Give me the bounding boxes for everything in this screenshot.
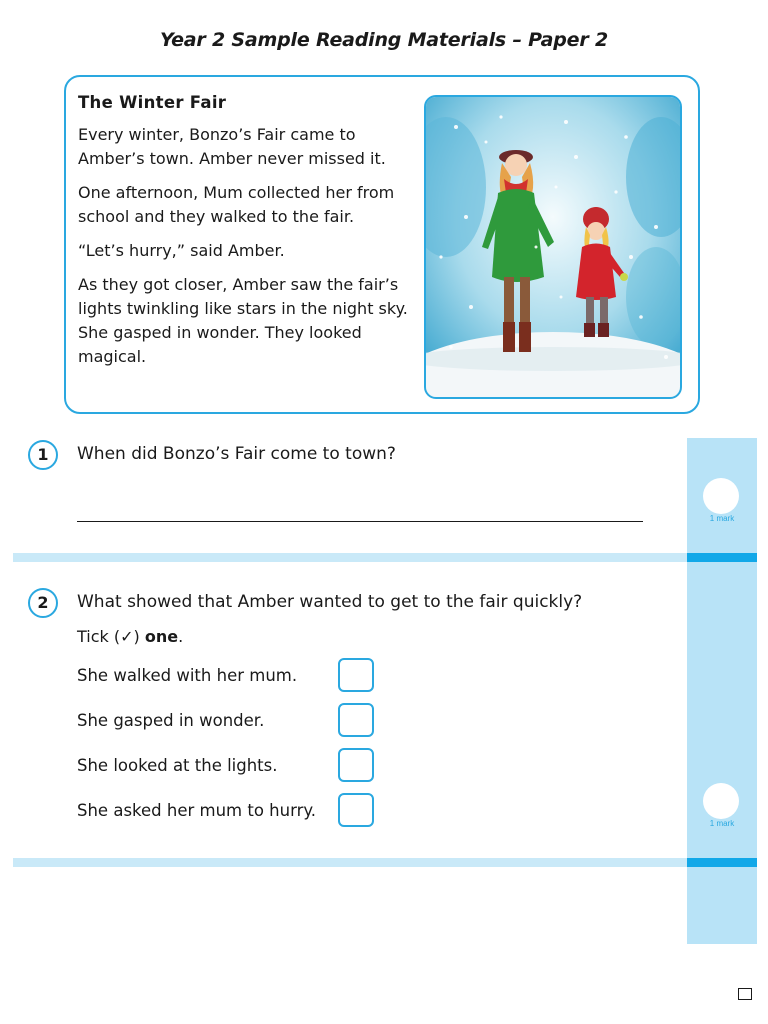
question-number-badge: 2 xyxy=(28,588,58,618)
option-label: She asked her mum to hurry. xyxy=(77,801,317,820)
passage-paragraph: Every winter, Bonzo’s Fair came to Amber’s town. Amber never missed it. xyxy=(78,125,386,168)
option-label: She gasped in wonder. xyxy=(77,711,265,730)
tick-box-option-4[interactable] xyxy=(338,793,374,827)
tick-box-option-1[interactable] xyxy=(338,658,374,692)
margin-divider xyxy=(687,553,757,562)
mark-circle xyxy=(703,783,739,819)
corner-box xyxy=(738,988,752,1000)
passage-paragraph: “Let’s hurry,” said Amber. xyxy=(78,241,285,260)
section-divider xyxy=(13,553,687,562)
passage-paragraph: As they got closer, Amber saw the fair’s lights twinkling like stars in the night sky. She gasped in wonder. They looked magical. xyxy=(78,275,408,366)
question-text: When did Bonzo’s Fair come to town? xyxy=(77,444,396,464)
margin-divider xyxy=(687,858,757,867)
mark-label: 1 mark xyxy=(709,514,735,523)
page-title: Year 2 Sample Reading Materials – Paper 2 xyxy=(160,29,608,51)
tick-box-option-2[interactable] xyxy=(338,703,374,737)
answer-line[interactable] xyxy=(77,521,643,522)
passage-paragraph: One afternoon, Mum collected her from school and they walked to the fair. xyxy=(78,183,395,226)
passage-title: The Winter Fair xyxy=(78,93,227,112)
mother-and-daughter-in-snow-illustration xyxy=(426,97,680,397)
tick-instruction-prefix: Tick (✓) xyxy=(77,627,145,646)
reading-passage-box xyxy=(64,75,700,414)
passage-text xyxy=(78,91,408,379)
option-label: She looked at the lights. xyxy=(77,756,278,775)
section-divider xyxy=(13,858,687,867)
tick-instruction-suffix: . xyxy=(178,627,184,646)
question-number-badge: 1 xyxy=(28,440,58,470)
question-text: What showed that Amber wanted to get to the fair quickly? xyxy=(77,592,583,612)
winter-illustration xyxy=(424,95,682,399)
tick-instruction xyxy=(77,627,183,646)
option-label: She walked with her mum. xyxy=(77,666,298,685)
mark-label: 1 mark xyxy=(709,819,735,828)
tick-box-option-3[interactable] xyxy=(338,748,374,782)
tick-instruction-bold: one xyxy=(144,627,179,646)
mark-circle xyxy=(703,478,739,514)
